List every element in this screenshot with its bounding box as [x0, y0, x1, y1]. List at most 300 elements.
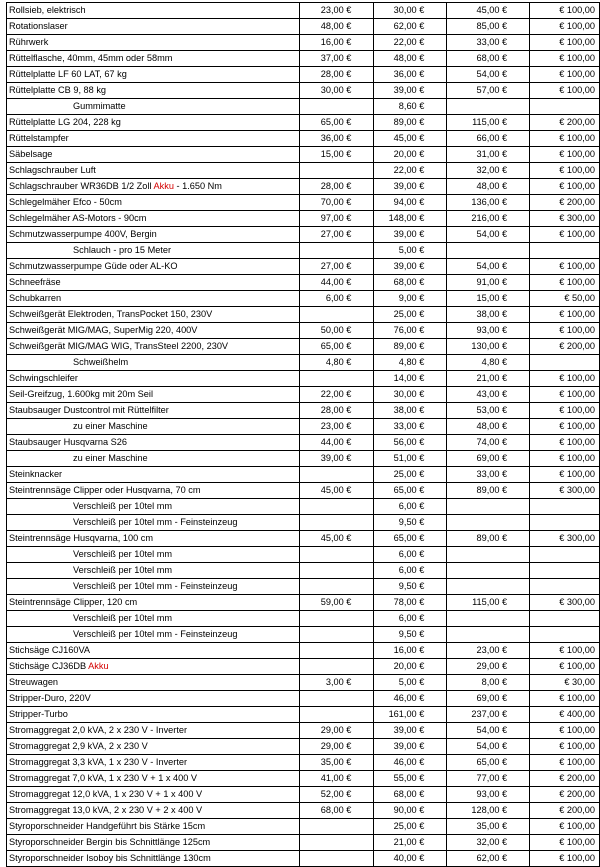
price-cell-2: 39,00 €: [374, 723, 447, 739]
deposit-cell: € 200,00: [530, 339, 600, 355]
price-cell-3: [447, 627, 530, 643]
price-cell-2: 65,00 €: [374, 531, 447, 547]
price-cell-3: 89,00 €: [447, 531, 530, 547]
price-cell-2: 33,00 €: [374, 419, 447, 435]
price-cell-2: 94,00 €: [374, 195, 447, 211]
deposit-cell: [530, 579, 600, 595]
price-cell-1: 39,00 €: [299, 451, 374, 467]
equipment-name-cell: [7, 307, 300, 323]
price-cell-2: 8,60 €: [374, 99, 447, 115]
table-row: [7, 323, 600, 339]
price-cell-2: 9,00 €: [374, 291, 447, 307]
deposit-cell: € 200,00: [530, 115, 600, 131]
price-cell-3: [447, 99, 530, 115]
price-cell-1: 37,00 €: [299, 51, 374, 67]
table-row: [7, 259, 600, 275]
equipment-name: Schweißgerät Elektroden, TransPocket 150, 230V: [9, 308, 213, 319]
price-cell-3: [447, 563, 530, 579]
price-cell-3: 43,00 €: [447, 387, 530, 403]
deposit-cell: € 30,00: [530, 675, 600, 691]
price-cell-3: 29,00 €: [447, 659, 530, 675]
equipment-name-cell: [7, 739, 300, 755]
price-cell-1: 68,00 €: [299, 803, 374, 819]
price-cell-3: 93,00 €: [447, 787, 530, 803]
table-row: [7, 131, 600, 147]
table-row: [7, 563, 600, 579]
price-cell-2: 5,00 €: [374, 243, 447, 259]
equipment-name: Staubsauger Dustcontrol mit Rüttelfilter: [9, 404, 169, 415]
equipment-name: Rotationslaser: [9, 20, 68, 31]
deposit-cell: € 100,00: [530, 3, 600, 19]
price-cell-1: [299, 467, 374, 483]
equipment-name: Schweißhelm: [73, 356, 129, 367]
price-cell-1: [299, 547, 374, 563]
price-cell-1: 28,00 €: [299, 179, 374, 195]
deposit-cell: € 200,00: [530, 771, 600, 787]
price-cell-2: 6,00 €: [374, 611, 447, 627]
deposit-cell: € 100,00: [530, 451, 600, 467]
price-cell-3: 54,00 €: [447, 739, 530, 755]
equipment-name-cell: [7, 627, 300, 643]
price-cell-1: 52,00 €: [299, 787, 374, 803]
price-cell-1: 35,00 €: [299, 755, 374, 771]
table-row: [7, 195, 600, 211]
price-cell-2: 6,00 €: [374, 499, 447, 515]
price-cell-2: 161,00 €: [374, 707, 447, 723]
price-cell-3: [447, 579, 530, 595]
price-cell-2: 39,00 €: [374, 739, 447, 755]
equipment-name: Steinknacker: [9, 468, 63, 479]
price-cell-2: 62,00 €: [374, 19, 447, 35]
equipment-name-cell: [7, 803, 300, 819]
table-row: [7, 339, 600, 355]
deposit-cell: € 100,00: [530, 723, 600, 739]
deposit-cell: [530, 243, 600, 259]
equipment-name-cell: [7, 643, 300, 659]
table-row: [7, 115, 600, 131]
equipment-name: Seil-Greifzug, 1.600kg mit 20m Seil: [9, 388, 153, 399]
price-cell-3: 115,00 €: [447, 595, 530, 611]
price-cell-2: 9,50 €: [374, 515, 447, 531]
price-cell-1: 27,00 €: [299, 227, 374, 243]
table-row: [7, 19, 600, 35]
equipment-name: Gummimatte: [73, 100, 126, 111]
deposit-cell: [530, 547, 600, 563]
price-cell-2: 51,00 €: [374, 451, 447, 467]
deposit-cell: € 300,00: [530, 483, 600, 499]
equipment-name-cell: [7, 67, 300, 83]
table-row: [7, 579, 600, 595]
equipment-name-cell: [7, 595, 300, 611]
deposit-cell: € 100,00: [530, 307, 600, 323]
price-cell-2: 55,00 €: [374, 771, 447, 787]
price-cell-1: [299, 563, 374, 579]
deposit-cell: € 100,00: [530, 643, 600, 659]
deposit-cell: € 100,00: [530, 67, 600, 83]
price-cell-1: [299, 627, 374, 643]
table-row: [7, 611, 600, 627]
equipment-name-cell: [7, 179, 300, 195]
equipment-name-cell: [7, 35, 300, 51]
price-cell-2: 16,00 €: [374, 643, 447, 659]
price-cell-1: 59,00 €: [299, 595, 374, 611]
table-row: [7, 307, 600, 323]
equipment-name-cell: [7, 163, 300, 179]
equipment-name-cell: [7, 323, 300, 339]
equipment-name: Stripper-Duro, 220V: [9, 692, 91, 703]
equipment-name: Stromaggregat 12,0 kVA, 1 x 230 V + 1 x 400 V: [9, 788, 203, 799]
price-cell-3: 128,00 €: [447, 803, 530, 819]
deposit-cell: [530, 355, 600, 371]
equipment-name: Steintrennsäge Clipper, 120 cm: [9, 596, 138, 607]
equipment-name-cell: [7, 291, 300, 307]
deposit-cell: [530, 515, 600, 531]
table-row: [7, 291, 600, 307]
price-cell-1: [299, 499, 374, 515]
table-row: [7, 51, 600, 67]
equipment-name-cell: [7, 259, 300, 275]
price-cell-1: [299, 643, 374, 659]
equipment-name: Rüttelflasche, 40mm, 45mm oder 58mm: [9, 52, 173, 63]
equipment-name-cell: [7, 371, 300, 387]
table-row: [7, 707, 600, 723]
table-row: [7, 723, 600, 739]
price-cell-1: [299, 707, 374, 723]
equipment-name-cell: [7, 3, 300, 19]
table-row: [7, 35, 600, 51]
table-row: [7, 467, 600, 483]
price-cell-3: [447, 611, 530, 627]
price-cell-2: 25,00 €: [374, 307, 447, 323]
price-cell-2: 48,00 €: [374, 51, 447, 67]
table-row: [7, 355, 600, 371]
table-row: [7, 531, 600, 547]
equipment-name-cell: [7, 243, 300, 259]
price-cell-3: 57,00 €: [447, 83, 530, 99]
table-row: [7, 243, 600, 259]
equipment-name-cell: [7, 339, 300, 355]
deposit-cell: [530, 611, 600, 627]
equipment-name-cell: [7, 755, 300, 771]
price-cell-2: 148,00 €: [374, 211, 447, 227]
price-cell-1: 41,00 €: [299, 771, 374, 787]
equipment-name: Schweißgerät MIG/MAG, SuperMig 220, 400V: [9, 324, 198, 335]
table-row: [7, 3, 600, 19]
price-cell-1: [299, 819, 374, 835]
table-row: [7, 659, 600, 675]
deposit-cell: € 200,00: [530, 787, 600, 803]
price-cell-1: 23,00 €: [299, 3, 374, 19]
equipment-name-cell: [7, 579, 300, 595]
deposit-cell: € 100,00: [530, 659, 600, 675]
price-cell-3: [447, 547, 530, 563]
battery-label: Akku: [153, 180, 174, 191]
equipment-name: zu einer Maschine: [73, 420, 148, 431]
price-cell-3: 45,00 €: [447, 3, 530, 19]
equipment-name: Säbelsage: [9, 148, 53, 159]
price-cell-3: 48,00 €: [447, 419, 530, 435]
deposit-cell: € 100,00: [530, 147, 600, 163]
equipment-name: Stromaggregat 13,0 kVA, 2 x 230 V + 2 x 400 V: [9, 804, 203, 815]
deposit-cell: € 100,00: [530, 403, 600, 419]
deposit-cell: € 100,00: [530, 435, 600, 451]
price-cell-1: 97,00 €: [299, 211, 374, 227]
price-cell-3: 32,00 €: [447, 163, 530, 179]
equipment-name: Stromaggregat 2,9 kVA, 2 x 230 V: [9, 740, 148, 751]
price-cell-1: 3,00 €: [299, 675, 374, 691]
price-cell-3: 77,00 €: [447, 771, 530, 787]
equipment-name: Styroporschneider Handgeführt bis Stärke 15cm: [9, 820, 206, 831]
equipment-name-cell: [7, 387, 300, 403]
table-row: [7, 403, 600, 419]
equipment-name-cell: [7, 355, 300, 371]
equipment-name: Verschleiß per 10tel mm: [73, 500, 173, 511]
price-cell-1: 15,00 €: [299, 147, 374, 163]
price-cell-3: 62,00 €: [447, 851, 530, 867]
price-cell-1: 45,00 €: [299, 531, 374, 547]
deposit-cell: € 100,00: [530, 259, 600, 275]
equipment-name: Schlauch - pro 15 Meter: [73, 244, 172, 255]
price-cell-2: 21,00 €: [374, 835, 447, 851]
equipment-name: Styroporschneider Isoboy bis Schnittlänge 130cm: [9, 852, 211, 863]
deposit-cell: € 100,00: [530, 163, 600, 179]
price-cell-3: 65,00 €: [447, 755, 530, 771]
rental-price-table-body: [7, 3, 600, 867]
equipment-name: Stromaggregat 3,3 kVA, 1 x 230 V - Inverter: [9, 756, 188, 767]
price-cell-2: 39,00 €: [374, 83, 447, 99]
equipment-name: Schlegelmäher Efco - 50cm: [9, 196, 122, 207]
price-cell-3: 85,00 €: [447, 19, 530, 35]
price-cell-1: 28,00 €: [299, 403, 374, 419]
price-cell-2: 89,00 €: [374, 115, 447, 131]
price-cell-2: 4,80 €: [374, 355, 447, 371]
price-cell-3: 54,00 €: [447, 723, 530, 739]
equipment-name-cell: [7, 19, 300, 35]
table-row: [7, 83, 600, 99]
deposit-cell: [530, 499, 600, 515]
price-cell-2: 39,00 €: [374, 259, 447, 275]
deposit-cell: € 100,00: [530, 51, 600, 67]
equipment-name-cell: [7, 771, 300, 787]
price-cell-3: 136,00 €: [447, 195, 530, 211]
price-cell-2: 45,00 €: [374, 131, 447, 147]
equipment-name: Verschleiß per 10tel mm - Feinsteinzeug: [73, 516, 238, 527]
table-row: [7, 435, 600, 451]
price-cell-2: 65,00 €: [374, 483, 447, 499]
price-cell-3: 66,00 €: [447, 131, 530, 147]
price-cell-2: 46,00 €: [374, 691, 447, 707]
deposit-cell: € 100,00: [530, 19, 600, 35]
table-row: [7, 819, 600, 835]
equipment-name-cell: [7, 131, 300, 147]
price-cell-3: [447, 243, 530, 259]
deposit-cell: € 100,00: [530, 83, 600, 99]
equipment-name: Styroporschneider Bergin bis Schnittlänge 125cm: [9, 836, 211, 847]
table-row: [7, 211, 600, 227]
equipment-name-cell: [7, 563, 300, 579]
price-cell-1: 44,00 €: [299, 435, 374, 451]
rental-price-table: [6, 2, 600, 867]
equipment-name: Rüttelplatte CB 9, 88 kg: [9, 84, 107, 95]
price-cell-1: [299, 659, 374, 675]
equipment-name: Stripper-Turbo: [9, 708, 68, 719]
price-cell-1: [299, 691, 374, 707]
equipment-name: Schweißgerät MIG/MAG WIG, TransSteel 2200, 230V: [9, 340, 229, 351]
equipment-name-cell: [7, 707, 300, 723]
table-row: [7, 67, 600, 83]
deposit-cell: € 200,00: [530, 195, 600, 211]
price-cell-3: 93,00 €: [447, 323, 530, 339]
equipment-name-cell: [7, 675, 300, 691]
equipment-name-cell: [7, 499, 300, 515]
price-cell-3: 53,00 €: [447, 403, 530, 419]
equipment-name: Stromaggregat 7,0 kVA, 1 x 230 V + 1 x 400 V: [9, 772, 198, 783]
price-cell-1: 4,80 €: [299, 355, 374, 371]
table-row: [7, 99, 600, 115]
equipment-name: Verschleiß per 10tel mm: [73, 612, 173, 623]
price-cell-2: 68,00 €: [374, 787, 447, 803]
equipment-name-cell: [7, 99, 300, 115]
table-row: [7, 499, 600, 515]
price-cell-1: [299, 307, 374, 323]
deposit-cell: € 100,00: [530, 35, 600, 51]
price-cell-1: 44,00 €: [299, 275, 374, 291]
price-cell-2: 68,00 €: [374, 275, 447, 291]
equipment-name-cell: [7, 211, 300, 227]
price-cell-2: 39,00 €: [374, 227, 447, 243]
equipment-name-cell: [7, 819, 300, 835]
equipment-name-cell: [7, 419, 300, 435]
price-cell-3: 48,00 €: [447, 179, 530, 195]
equipment-name: Schlagschrauber Luft: [9, 164, 96, 175]
deposit-cell: € 50,00: [530, 291, 600, 307]
equipment-name: Rührwerk: [9, 36, 49, 47]
price-cell-3: 69,00 €: [447, 451, 530, 467]
table-row: [7, 179, 600, 195]
price-cell-3: 32,00 €: [447, 835, 530, 851]
equipment-name-cell: [7, 835, 300, 851]
table-row: [7, 371, 600, 387]
deposit-cell: € 100,00: [530, 275, 600, 291]
price-cell-3: 8,00 €: [447, 675, 530, 691]
equipment-name-cell: [7, 227, 300, 243]
table-row: [7, 835, 600, 851]
price-cell-2: 39,00 €: [374, 179, 447, 195]
table-row: [7, 515, 600, 531]
equipment-name-cell: [7, 403, 300, 419]
deposit-cell: € 400,00: [530, 707, 600, 723]
table-row: [7, 643, 600, 659]
price-cell-3: 69,00 €: [447, 691, 530, 707]
deposit-cell: € 100,00: [530, 419, 600, 435]
price-cell-2: 20,00 €: [374, 147, 447, 163]
equipment-name: Schlegelmäher AS-Motors - 90cm: [9, 212, 147, 223]
price-cell-2: 38,00 €: [374, 403, 447, 419]
price-cell-1: 29,00 €: [299, 723, 374, 739]
price-cell-2: 6,00 €: [374, 563, 447, 579]
price-cell-1: 23,00 €: [299, 419, 374, 435]
price-cell-1: 29,00 €: [299, 739, 374, 755]
equipment-name: Stromaggregat 2,0 kVA, 2 x 230 V - Inverter: [9, 724, 188, 735]
equipment-name-cell: [7, 691, 300, 707]
deposit-cell: € 100,00: [530, 739, 600, 755]
equipment-name: Rüttelplatte LF 60 LAT, 67 kg: [9, 68, 127, 79]
deposit-cell: € 100,00: [530, 371, 600, 387]
price-cell-3: 23,00 €: [447, 643, 530, 659]
price-cell-1: 16,00 €: [299, 35, 374, 51]
price-cell-2: 22,00 €: [374, 163, 447, 179]
equipment-name: Verschleiß per 10tel mm - Feinsteinzeug: [73, 628, 238, 639]
equipment-name: Schneefräse: [9, 276, 61, 287]
table-row: [7, 675, 600, 691]
equipment-name-cell: [7, 483, 300, 499]
price-cell-3: 33,00 €: [447, 35, 530, 51]
table-row: [7, 771, 600, 787]
deposit-cell: € 100,00: [530, 835, 600, 851]
price-cell-3: 31,00 €: [447, 147, 530, 163]
price-cell-3: 91,00 €: [447, 275, 530, 291]
price-cell-1: [299, 611, 374, 627]
equipment-name-cell: [7, 467, 300, 483]
price-cell-1: 50,00 €: [299, 323, 374, 339]
price-cell-3: 54,00 €: [447, 227, 530, 243]
deposit-cell: [530, 563, 600, 579]
battery-label: Akku: [88, 660, 109, 671]
price-cell-2: 56,00 €: [374, 435, 447, 451]
equipment-name: Schmutzwasserpumpe 400V, Bergin: [9, 228, 157, 239]
equipment-name: Schubkarren: [9, 292, 62, 303]
equipment-name: Verschleiß per 10tel mm: [73, 548, 173, 559]
price-cell-2: 36,00 €: [374, 67, 447, 83]
price-cell-2: 46,00 €: [374, 755, 447, 771]
price-cell-2: 6,00 €: [374, 547, 447, 563]
deposit-cell: € 100,00: [530, 387, 600, 403]
price-cell-1: 28,00 €: [299, 67, 374, 83]
table-row: [7, 739, 600, 755]
price-cell-2: 9,50 €: [374, 579, 447, 595]
price-cell-3: [447, 515, 530, 531]
equipment-name: Schwingschleifer: [9, 372, 78, 383]
deposit-cell: € 100,00: [530, 227, 600, 243]
equipment-name: Stichsäge CJ160VA: [9, 644, 91, 655]
table-row: [7, 483, 600, 499]
price-cell-2: 76,00 €: [374, 323, 447, 339]
table-row: [7, 451, 600, 467]
price-cell-3: 74,00 €: [447, 435, 530, 451]
price-cell-2: 78,00 €: [374, 595, 447, 611]
price-cell-1: 65,00 €: [299, 115, 374, 131]
table-row: [7, 387, 600, 403]
price-cell-3: 68,00 €: [447, 51, 530, 67]
price-cell-1: 48,00 €: [299, 19, 374, 35]
equipment-name: Stichsäge CJ36DB: [9, 660, 89, 671]
price-cell-3: 33,00 €: [447, 467, 530, 483]
price-cell-1: [299, 579, 374, 595]
equipment-name-cell: [7, 275, 300, 291]
table-row: [7, 755, 600, 771]
price-cell-2: 89,00 €: [374, 339, 447, 355]
price-cell-1: 30,00 €: [299, 83, 374, 99]
price-cell-2: 40,00 €: [374, 851, 447, 867]
deposit-cell: € 300,00: [530, 211, 600, 227]
deposit-cell: € 100,00: [530, 755, 600, 771]
price-cell-3: 115,00 €: [447, 115, 530, 131]
deposit-cell: € 100,00: [530, 179, 600, 195]
price-cell-3: 237,00 €: [447, 707, 530, 723]
deposit-cell: € 300,00: [530, 595, 600, 611]
equipment-name-cell: [7, 515, 300, 531]
equipment-name-cell: [7, 611, 300, 627]
